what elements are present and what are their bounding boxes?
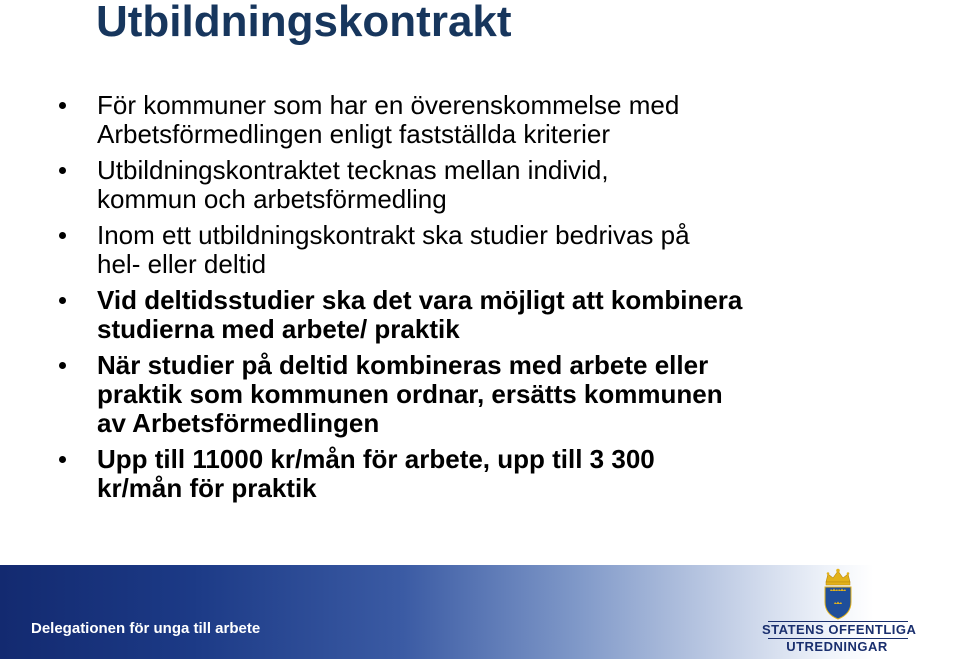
swedish-coat-of-arms-icon (820, 568, 856, 620)
bullet-item-2 (0, 156, 960, 214)
bullet-item-3 (0, 221, 960, 279)
bullet-line: Utbildningskontraktet tecknas mellan individ, (97, 155, 609, 185)
bullet-line: hel- eller deltid (97, 249, 267, 279)
slide-title: Utbildningskontrakt (96, 0, 512, 46)
bullet-line: Vid deltidsstudier ska det vara möjligt att kombinera (97, 285, 743, 315)
bullet-line: kr/mån för praktik (97, 473, 317, 503)
bullet-dot-icon (59, 297, 66, 304)
bullet-item-5 (0, 351, 960, 438)
logo-text-line2: UTREDNINGAR (786, 639, 888, 654)
bullet-line: När studier på deltid kombineras med arbete eller (97, 350, 709, 380)
bullet-line: praktik som kommunen ordnar, ersätts kommunen (97, 379, 723, 409)
bullet-dot-icon (59, 362, 66, 369)
footer-label: Delegationen för unga till arbete (31, 620, 261, 637)
bullet-dot-icon (59, 232, 66, 239)
bullet-line: Upp till 11000 kr/mån för arbete, upp till 3 300 (97, 444, 655, 474)
bullet-item-6 (0, 445, 960, 503)
bullet-item-4 (0, 286, 960, 344)
bullet-line: Inom ett utbildningskontrakt ska studier bedrivas på (97, 220, 690, 250)
bullet-line: För kommuner som har en överenskommelse med (97, 90, 680, 120)
bullet-dot-icon (59, 102, 66, 109)
bullet-dot-icon (59, 456, 66, 463)
bullet-line: studierna med arbete/ praktik (97, 314, 460, 344)
bullet-line: av Arbetsförmedlingen (97, 408, 380, 438)
logo-text-line1: STATENS OFFENTLIGA (762, 622, 917, 637)
bullet-line: kommun och arbetsförmedling (97, 184, 447, 214)
bullet-line: Arbetsförmedlingen enligt fastställda kriterier (97, 119, 611, 149)
bullet-item-1 (0, 91, 960, 149)
sou-logo (762, 568, 917, 656)
bullet-dot-icon (59, 167, 66, 174)
bullet-list (0, 91, 960, 503)
